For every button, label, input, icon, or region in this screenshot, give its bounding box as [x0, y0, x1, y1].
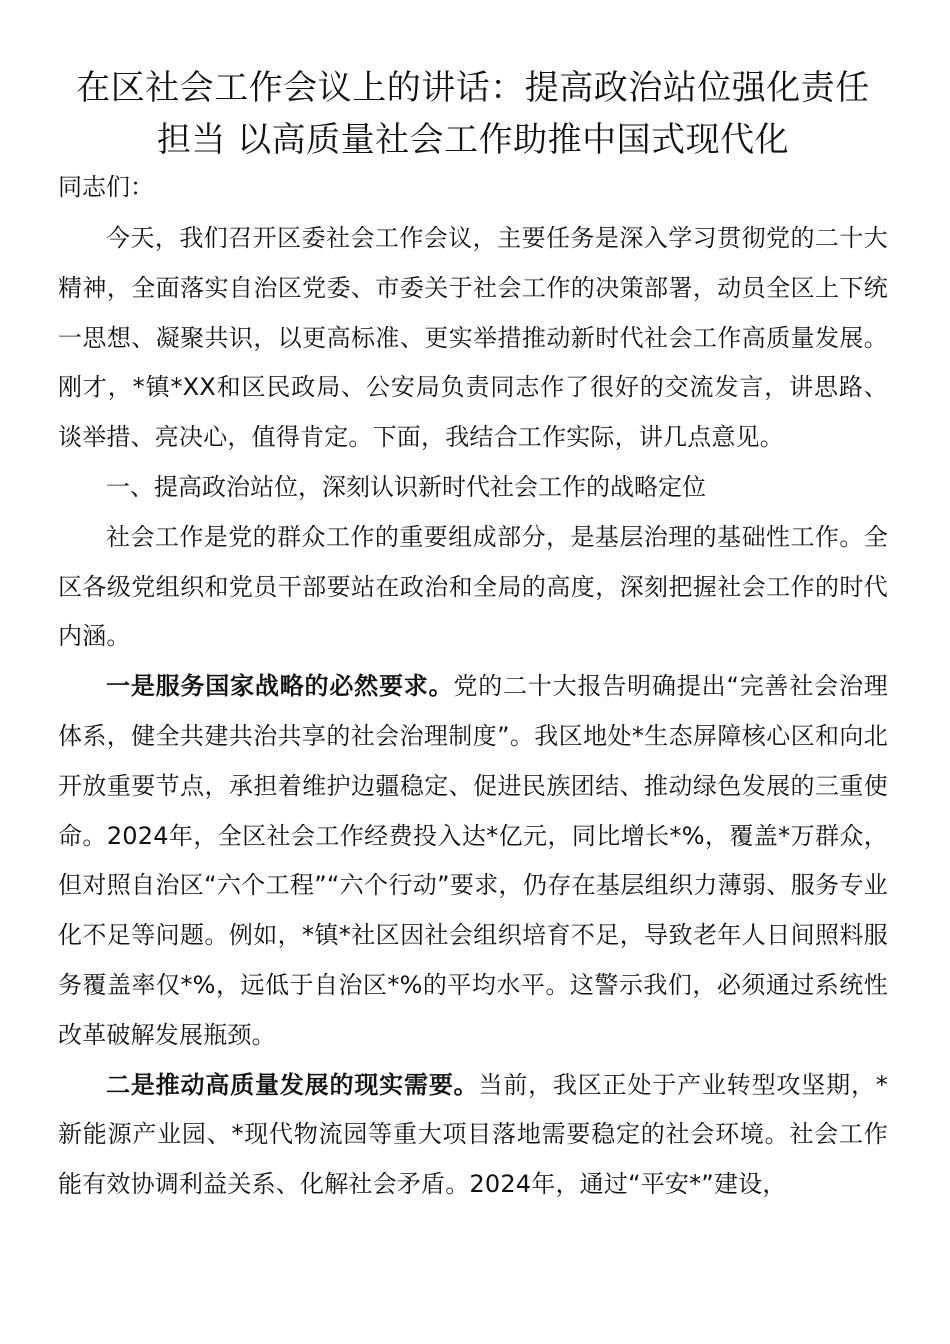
point-1-paragraph [58, 662, 888, 1060]
section-1-heading: 一、提高政治站位，深刻认识新时代社会工作的战略定位 [106, 472, 706, 501]
section-1-paragraph: 社会工作是党的群众工作的重要组成部分，是基层治理的基础性工作。全区各级党组织和党员干部要站在政治和全局的高度，深刻把握社会工作的时代内涵。 [58, 522, 888, 651]
title-line-2: 担当 以高质量社会工作助推中国式现代化 [156, 120, 790, 160]
point-1-body: 党的二十大报告明确提出“完善社会治理体系，健全共建共治共享的社会治理制度”。我区地处*生态屏障核心区和向北开放重要节点，承担着维护边疆稳定、促进民族团结、推动绿色发展的三重使命。2024年，全区社会工作经费投入达*亿元，同比增长*%，覆盖*万群众，但对照自治区“六个工程”“六个行动”要求，仍存在基层组织力薄弱、服务专业化不足等问题。例如，*镇*社区因社会组织培育不足，导致老年人日间照料服务覆盖率仅*%，远低于自治区*%的平均水平。这警示我们，必须通过系统性改革破解发展瓶颈。 [58, 672, 888, 1049]
point-2-lead: 二是推动高质量发展的现实需要。 [106, 1070, 479, 1099]
point-1-lead: 一是服务国家战略的必然要求。 [106, 672, 454, 701]
intro-paragraph: 今天，我们召开区委社会工作会议，主要任务是深入学习贯彻党的二十大精神，全面落实自治区党委、市委关于社会工作的决策部署，动员全区上下统一思想、凝聚共识，以更高标准、更实举措推动新时代社会工作高质量发展。刚才，*镇*XX和区民政局、公安局负责同志作了很好的交流发言，讲思路、谈举措、亮决心，值得肯定。下面，我结合工作实际，讲几点意见。 [58, 224, 888, 452]
point-2-paragraph [58, 1061, 888, 1210]
title-line-1: 在区社会工作会议上的讲话：提高政治站位强化责任 [76, 68, 870, 108]
salutation: 同志们： [58, 173, 154, 201]
document-title [58, 62, 888, 166]
point-2-body: 当前，我区正处于产业转型攻坚期，*新能源产业园、*现代物流园等重大项目落地需要稳定的社会环境。社会工作能有效协调利益关系、化解社会矛盾。2024年，通过“平安*”建设， [58, 1070, 888, 1199]
